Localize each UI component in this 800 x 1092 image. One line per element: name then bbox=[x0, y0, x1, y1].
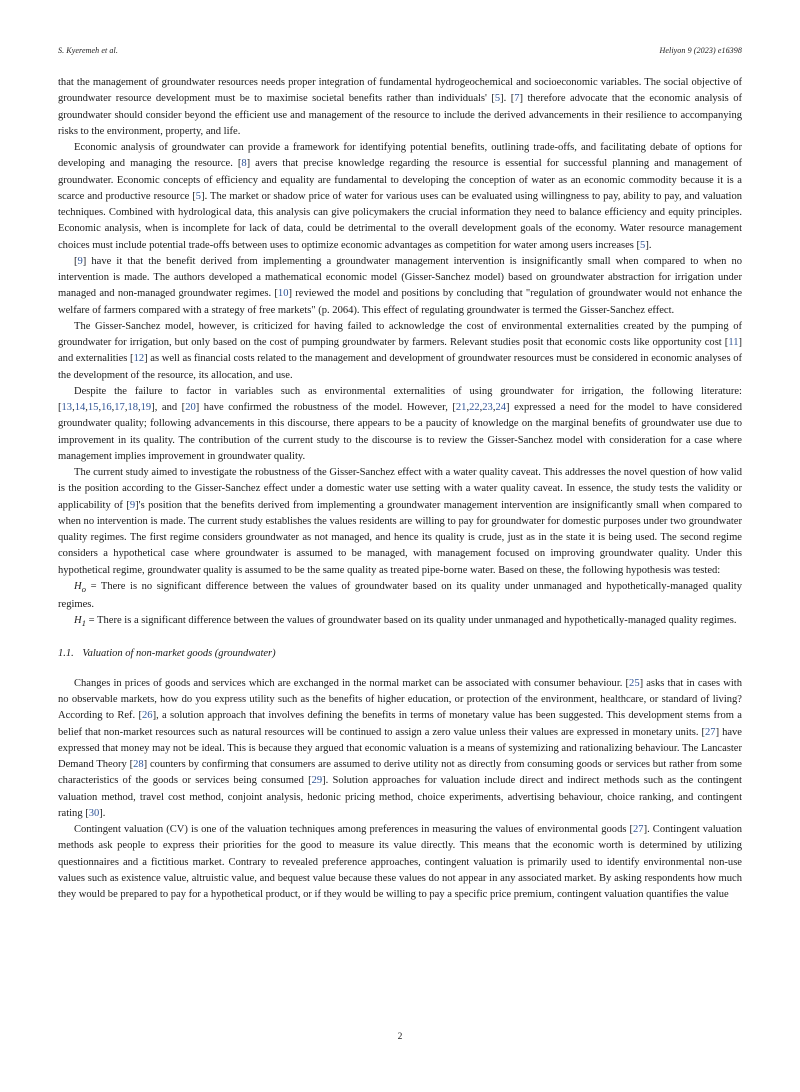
text-run: ] therefore advocate that the economic analysis of groundwater should consider beyond the efficient use and management of the resource to include the derived advancements in their resilience to accompanying risks to the environment, property, and life. bbox=[58, 93, 742, 137]
citation-link[interactable]: 22 bbox=[469, 402, 480, 413]
text-run: ] avers that precise knowledge regarding the resource is essential for successful planning and management of groundwater. Economic concepts of efficiency and equality are fundamental to developing the conception of water as an economic commodity because it is a scarce and productive resource [ bbox=[58, 158, 742, 202]
text-run: ]. [ bbox=[500, 93, 515, 105]
text-run: , bbox=[72, 402, 75, 413]
running-head bbox=[58, 46, 742, 55]
text-run: The current study aimed to investigate the robustness of the Gisser-Sanchez effect with a water quality caveat. This addresses the novel question of how valid is the position according to the Gisser-Sanchez effect under a domestic water use setting with a water quality caveat. In essence, the study tests the validity or applicability of [ bbox=[58, 467, 742, 511]
text-run: ] and externalities [ bbox=[58, 337, 742, 365]
body-paragraph bbox=[58, 75, 742, 140]
text-run: ] have it that the benefit derived from implementing a groundwater management intervention is insignificantly small when compared to when no intervention is made. The authors developed a mathematical economic model (Gisser-Sanchez model) based on groundwater abstraction for irrigation under managed and non-managed groundwater regimes. [ bbox=[58, 255, 742, 300]
text-run: ] have confirmed the robustness of the model. However, [ bbox=[195, 402, 456, 413]
citation-link[interactable]: 5 bbox=[494, 93, 501, 105]
text-run: ]'s position that the benefits derived from implementing a groundwater management intervention are insignificantly small when compared to when no intervention is made. The current study establishes the values residents are willing to pay for groundwater for domestic purposes under two groundwater quality regimes. The first regime considers groundwater as not managed, and hence its quality is crude, just as in the state it is being used. The second regime considers a hypothetical case where groundwater is assumed to be managed, with management focused on improving groundwater quality. Under this hypothetical regime, groundwater quality is assumed to be the same quality as treated pipe-borne water. Based on these, the following hypothesis was tested: bbox=[58, 499, 742, 576]
text-run: Contingent valuation (CV) is one of the valuation techniques among preferences in measuring the values of environmental goods [ bbox=[74, 824, 634, 836]
paragraphs-before-section bbox=[58, 75, 742, 632]
citation-link[interactable]: 10 bbox=[277, 288, 289, 300]
citation-link[interactable]: 15 bbox=[87, 402, 99, 413]
text-run: ]. Solution approaches for valuation include direct and indirect methods such as the contingent valuation method, travel cost method, conjoint analysis, hedonic pricing method, choice experiments, advertising behaviour, choice ranking, and contingent rating [ bbox=[58, 775, 742, 819]
citation-link[interactable]: 27 bbox=[705, 726, 716, 738]
body-paragraph bbox=[58, 822, 742, 903]
citation-link[interactable]: 9 bbox=[77, 255, 83, 267]
citation-link[interactable]: 11 bbox=[728, 337, 739, 348]
body-paragraph bbox=[58, 384, 742, 465]
text-run: [ bbox=[74, 255, 78, 267]
citation-link[interactable]: 13 bbox=[61, 402, 73, 413]
body-paragraph bbox=[58, 579, 742, 614]
text-run: , bbox=[479, 402, 483, 413]
citation-link[interactable]: 8 bbox=[241, 158, 247, 170]
section-title: Valuation of non-market goods (groundwater) bbox=[82, 647, 276, 659]
text-run: Despite the failure to factor in variables such as environmental externalities of using groundwater for irrigation, the following literature: [ bbox=[58, 385, 742, 413]
text-run: ]. bbox=[645, 239, 652, 251]
text-run: that the management of groundwater resources needs proper integration of fundamental hydrogeochemical and socioeconomic variables. The social objective of groundwater resource development must be to maximise societal benefits rather than individuals' [ bbox=[58, 77, 742, 105]
text-run: ]. Contingent valuation methods ask people to express their priorities for the good to measure its value directly. This means that the economic worth is determined by utilizing questionnaires and a fictitious market. Contrary to revealed preference approaches, contingent valuation is primarily used to identify environmental non-use values such as existence value, altruistic value, and bequest value because these values do not appear in any associated market. By asking respondents how much they would be prepared to pay for a hypothetical product, or if they would be willing to pay a specific price premium, contingent valuation quantifies the value bbox=[58, 824, 742, 901]
text-run: , bbox=[111, 402, 115, 413]
citation-link[interactable]: 5 bbox=[640, 239, 646, 251]
citation-link[interactable]: 30 bbox=[88, 807, 100, 819]
text-run: The Gisser-Sanchez model, however, is criticized for having failed to acknowledge the cost of environmental externalities created by the pumping of groundwater for irrigation, but only based on the cost of pumping groundwater by farmers. Relevant studies posit that economic costs like opportunity cost [ bbox=[58, 320, 742, 348]
citation-link[interactable]: 16 bbox=[101, 402, 112, 413]
text-run: , bbox=[98, 402, 102, 413]
citation-link[interactable]: 25 bbox=[629, 677, 640, 689]
citation-link[interactable]: 21 bbox=[455, 402, 467, 413]
citation-link[interactable]: 23 bbox=[482, 402, 493, 413]
text-run: ] expressed a need for the model to have considered groundwater quality; following advancements in this discourse, there appears to be a paucity of knowledge on the marginal benefits of groundwater use due to improvement in its quality. The contribution of the current study to the discourse is to review the Gisser-Sanchez model with consideration for a case where management implies improvement in groundwater quality. bbox=[58, 402, 742, 462]
body-paragraph bbox=[58, 254, 742, 319]
text-run: ] counters by confirming that consumers are assumed to derive utility not as directly from consuming goods or services but rather from some characteristics of the goods or services being consumed [ bbox=[58, 759, 742, 787]
running-head-authors: S. Kyeremeh et al. bbox=[58, 46, 118, 55]
text-run: = There is no significant difference between the values of groundwater based on its quality under unmanaged and hypothetically-managed quality regimes. bbox=[58, 580, 742, 611]
citation-link[interactable]: 9 bbox=[129, 499, 136, 511]
text-run: Changes in prices of goods and services which are exchanged in the normal market can be associated with consumer behaviour. [ bbox=[74, 677, 630, 689]
text-run: ], a solution approach that involves defining the benefits in terms of monetary value has been suggested. This development stems from a belief that non-market resources such as natural resources will be continued to assign a zero value unless their values are expressed in monetary units. [ bbox=[58, 710, 742, 738]
citation-link[interactable]: 24 bbox=[495, 402, 507, 413]
text-run: , bbox=[492, 402, 496, 413]
citation-link[interactable]: 19 bbox=[140, 402, 152, 413]
article-body bbox=[58, 75, 742, 903]
citation-link[interactable]: 27 bbox=[633, 824, 644, 836]
section-number: 1.1. bbox=[58, 647, 74, 659]
text-run: ] as well as financial costs related to the management and development of groundwater resources must be considered in economic analyses of the development of the resource, its allocation, and use. bbox=[58, 353, 742, 381]
text-run: , bbox=[85, 402, 88, 413]
body-paragraph bbox=[58, 319, 742, 384]
page-number: 2 bbox=[397, 1032, 403, 1042]
text-run: ]. bbox=[99, 807, 106, 819]
text-run: ] reviewed the model and positions by concluding that "regulation of groundwater would not enhance the welfare of farmers compared with a strategy of free markets" (p. 2064). This effect of regulating groundwater is termed the Gisser-Sanchez effect. bbox=[58, 288, 742, 316]
text-run: = There is a significant difference between the values of groundwater based on its quality under unmanaged and hypothetically-managed quality regimes. bbox=[86, 615, 737, 627]
text-run: ], and [ bbox=[151, 402, 186, 413]
running-head-journal: Heliyon 9 (2023) e16398 bbox=[659, 46, 742, 55]
body-paragraph bbox=[58, 676, 742, 822]
citation-link[interactable]: 18 bbox=[127, 402, 138, 413]
text-run: , bbox=[466, 402, 470, 413]
paragraphs-after-section bbox=[58, 676, 742, 904]
citation-link[interactable]: 7 bbox=[514, 93, 520, 105]
body-paragraph bbox=[58, 140, 742, 254]
text-run: ]. The market or shadow price of water for various uses can be evaluated using willingness to pay, ability to pay, and valuation techniques. Combined with hydrological data, this analysis can give policymakers the crucial information they need to balance efficiency and equity principles. Economic analysis, when is incomplete for lack of data, could be detrimental to the overall development goals of the economy. Water resource management choices must include potential trade-offs between uses to optimize economic advantages as competition for water among users increases [ bbox=[58, 190, 742, 251]
citation-link[interactable]: 29 bbox=[311, 775, 323, 787]
citation-link[interactable]: 26 bbox=[142, 710, 153, 722]
hypothesis-symbol: H bbox=[74, 580, 82, 592]
hypothesis-subscript: 1 bbox=[81, 618, 87, 629]
citation-link[interactable]: 12 bbox=[133, 353, 145, 365]
citation-link[interactable]: 17 bbox=[114, 402, 125, 413]
text-run: ] asks that in cases with no observable markets, how do you express utility such as the benefits of higher education, or protection of the environment, healthcare, or standard of living? According to Ref. [ bbox=[58, 677, 742, 722]
body-paragraph bbox=[58, 465, 742, 579]
citation-link[interactable]: 20 bbox=[185, 402, 196, 413]
text-run: Economic analysis of groundwater can provide a framework for identifying potential benefits, outlining trade-offs, and facilitating debate of options for developing and managing the resource. [ bbox=[58, 142, 742, 170]
hypothesis-symbol: H bbox=[74, 615, 82, 627]
section-heading bbox=[58, 646, 742, 662]
citation-link[interactable]: 5 bbox=[195, 190, 202, 202]
text-run: , bbox=[138, 402, 141, 413]
citation-link[interactable]: 28 bbox=[133, 759, 144, 771]
text-run: ] have expressed that money may not be ideal. This is because they argued that economic valuation is a means of systemizing and rationalizing behaviour. The Lancaster Demand Theory [ bbox=[58, 726, 742, 771]
text-run: , bbox=[124, 402, 128, 413]
body-paragraph bbox=[58, 613, 742, 631]
hypothesis-subscript: o bbox=[81, 583, 87, 594]
citation-link[interactable]: 14 bbox=[74, 402, 86, 413]
